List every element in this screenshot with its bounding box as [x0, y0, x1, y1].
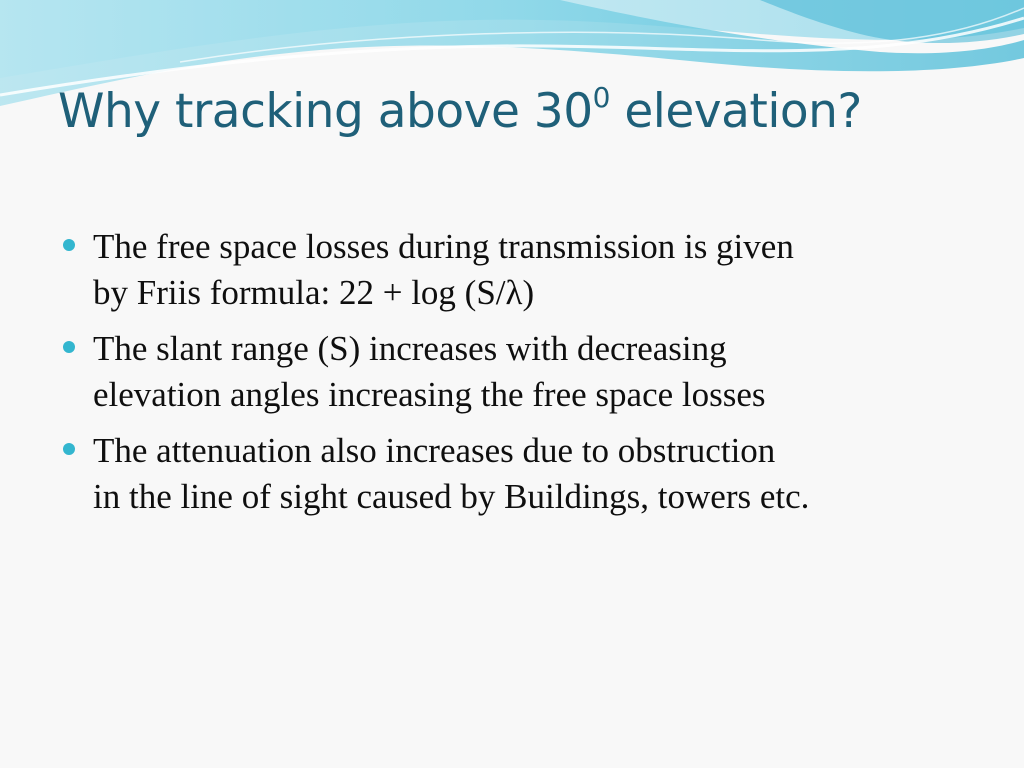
bullet-line: elevation angles increasing the free space losses — [93, 375, 766, 414]
bullet-item — [62, 326, 982, 418]
title-main-text: Why tracking above 30 — [58, 84, 593, 139]
bullet-line: in the line of sight caused by Buildings, towers etc. — [93, 477, 810, 516]
bullet-line: The slant range (S) increases with decreasing — [93, 329, 727, 368]
title-superscript: 0 — [592, 81, 610, 114]
title-end-text: elevation? — [609, 84, 862, 139]
bullet-line: The free space losses during transmission is given — [93, 227, 794, 266]
slide-title — [58, 81, 862, 139]
bullet-dot-icon — [63, 443, 75, 455]
bullet-line: by Friis formula: 22 + log (S/λ) — [93, 273, 535, 312]
bullet-item — [62, 428, 982, 520]
bullet-item — [62, 224, 982, 316]
bullet-dot-icon — [63, 239, 75, 251]
bullet-line: The attenuation also increases due to obstruction — [93, 431, 776, 470]
bullet-dot-icon — [63, 341, 75, 353]
bullet-list — [62, 224, 982, 530]
